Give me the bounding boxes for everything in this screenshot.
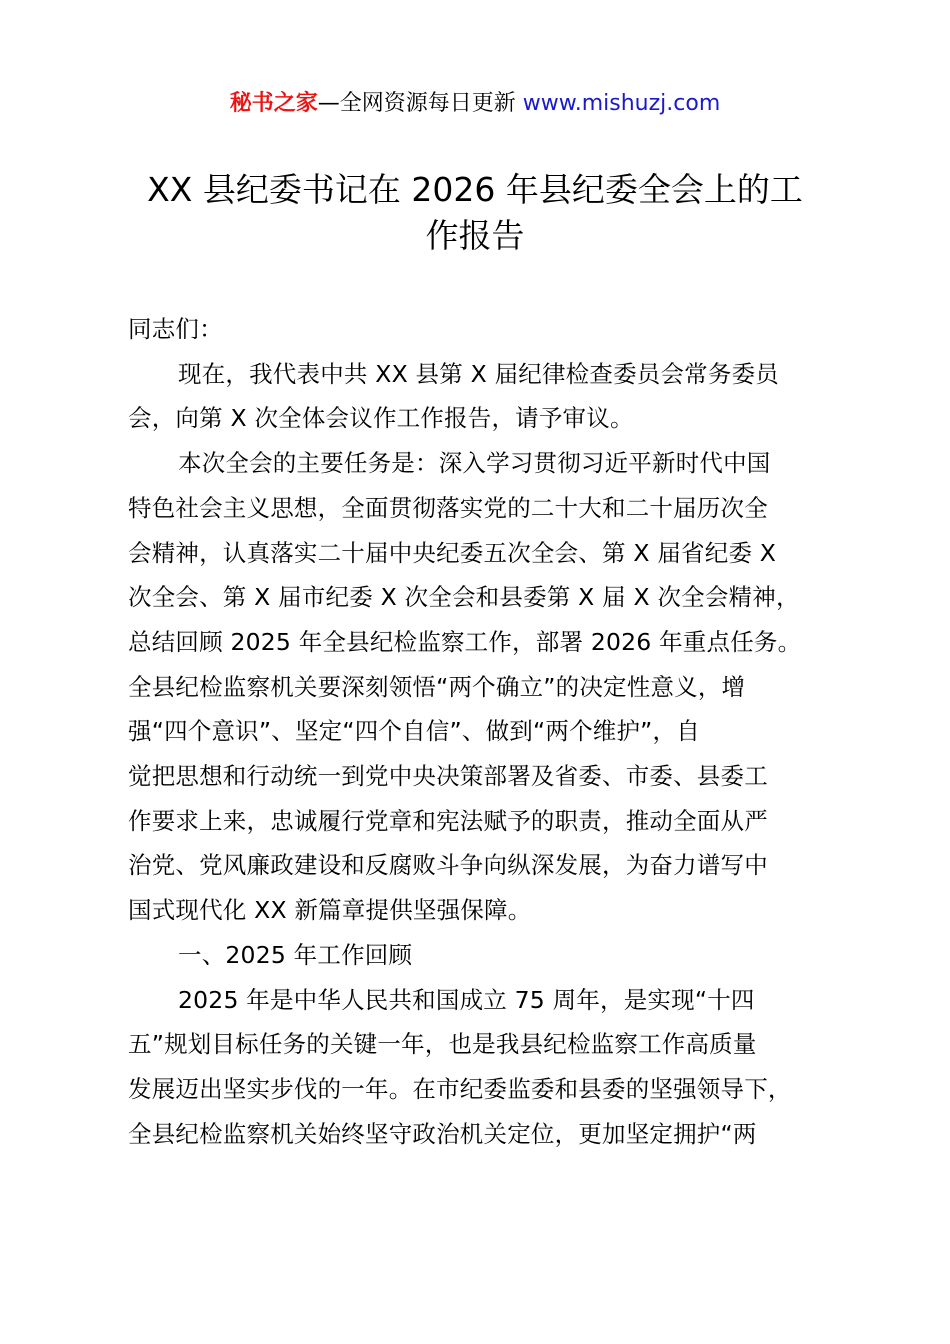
paragraph-line: 特色社会主义思想，全面贯彻落实党的二十大和二十届历次全 [128, 494, 768, 522]
paragraph-line: 现在，我代表中共 XX 县第 X 届纪律检查委员会常务委员 [178, 360, 779, 388]
paragraph-line: 会精神，认真落实二十届中央纪委五次全会、第 X 届省纪委 X [128, 539, 777, 567]
document-title-line-2: 作报告 [425, 216, 525, 255]
paragraph-line: 强“四个意识”、坚定“四个自信”、做到“两个维护”，自 [128, 717, 700, 745]
site-slogan: —全网资源每日更新 [317, 91, 516, 116]
salutation: 同志们： [128, 315, 223, 343]
site-header [0, 88, 950, 120]
document-title-line-1: XX 县纪委书记在 2026 年县纪委全会上的工 [147, 170, 803, 209]
paragraph-line: 会，向第 X 次全体会议作工作报告，请予审议。 [128, 404, 634, 432]
paragraph-line: 国式现代化 XX 新篇章提供坚强保障。 [128, 896, 532, 924]
paragraph-line: 本次全会的主要任务是：深入学习贯彻习近平新时代中国 [178, 449, 771, 477]
paragraph-line: 总结回顾 2025 年全县纪检监察工作，部署 2026 年重点任务。 [128, 628, 802, 656]
paragraph-line: 治党、党风廉政建设和反腐败斗争向纵深发展，为奋力谱写中 [128, 851, 768, 879]
paragraph-line: 觉把思想和行动统一到党中央决策部署及省委、市委、县委工 [128, 762, 768, 790]
site-url-link[interactable]: www.mishuzj.com [522, 91, 721, 116]
paragraph-line: 全县纪检监察机关要深刻领悟“两个确立”的决定性意义，增 [128, 673, 746, 701]
site-brand: 秘书之家 [229, 91, 318, 116]
paragraph-line: 次全会、第 X 届市纪委 X 次全会和县委第 X 届 X 次全会精神， [128, 583, 800, 611]
paragraph-line: 发展迈出坚实步伐的一年。在市纪委监委和县委的坚强领导下， [128, 1075, 792, 1103]
paragraph-line: 全县纪检监察机关始终坚守政治机关定位，更加坚定拥护“两 [128, 1120, 757, 1148]
section-heading: 一、2025 年工作回顾 [178, 941, 413, 969]
paragraph-line: 2025 年是中华人民共和国成立 75 周年，是实现“十四 [178, 986, 755, 1014]
paragraph-line: 作要求上来，忠诚履行党章和宪法赋予的职责，推动全面从严 [128, 807, 768, 835]
paragraph-line: 五”规划目标任务的关键一年，也是我县纪检监察工作高质量 [128, 1030, 757, 1058]
